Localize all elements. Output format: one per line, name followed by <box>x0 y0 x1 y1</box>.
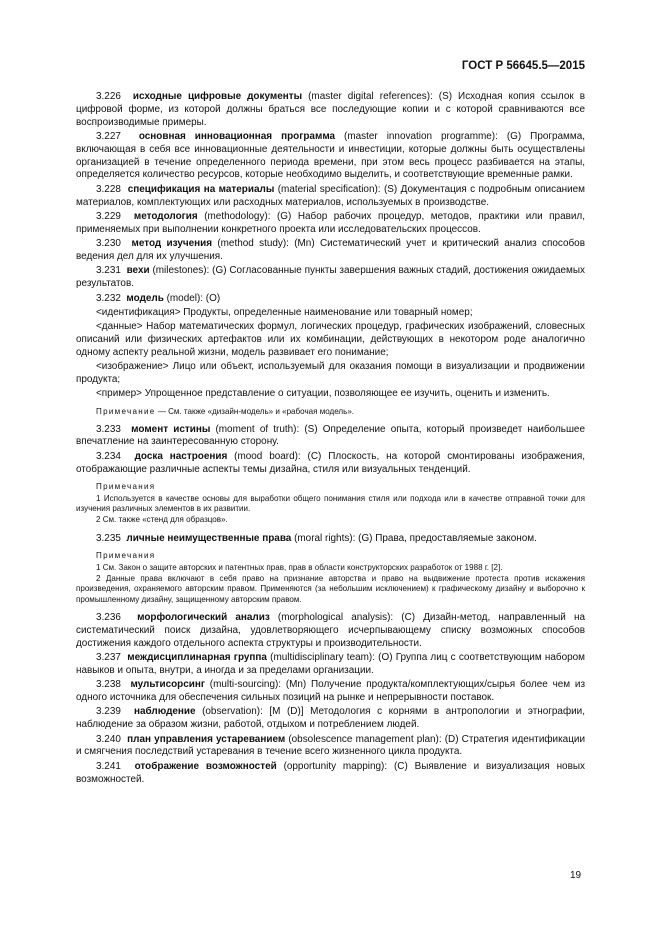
entry-3-232: 3.232 модель (model): (O) <box>96 292 221 304</box>
term: личные неимущественные права <box>126 532 292 544</box>
document-body <box>76 91 585 788</box>
entry-3-231: 3.231 вехи (milestones): (G) Согласованные пункты завершения важных стадий, достижения ожидаемых результатов. <box>76 265 585 290</box>
entry-3-237: 3.237 междисциплинарная группа (multidisciplinary team): (O) Группа лиц с соответствующим набором навыков и опыта, внутри, а иногда и за пределами организации. <box>76 652 586 676</box>
entry-3-235: 3.235 личные неимущественные права (moral rights): (G) Права, предоставляемые законом. <box>96 532 537 544</box>
note-item: 2 Данные права включают в себя право на признание авторства и право на выдвижение протеста против искажения произведения, охраняемого авторским правом. Применяются (за небольшим исключением) к графическому дизайну и выборочно к промышленному дизайну, защищенному авторским правом. <box>76 573 585 604</box>
term: метод изучения <box>131 238 213 250</box>
term: методология <box>133 210 198 222</box>
page-number: 19 <box>570 870 582 881</box>
note-item: 2 См. также «стенд для образцов». <box>96 515 228 525</box>
entry-3-230: 3.230 метод изучения (method study): (Mn) Систематический учет и критический анализ способов ведения дел для их улучшения. <box>76 238 585 262</box>
term: морфологический анализ <box>137 612 270 624</box>
model-item-data: <данные> Набор математических формул, логических процедур, графических изображений, словесных описаний или физических артефактов или их комбинации, действующих в некотором роде аналогично одному аспекту реальной жизни, модель развивает его понимание; <box>76 321 585 358</box>
term: основная инновационная программа <box>138 130 336 142</box>
notes-3-234 <box>76 482 585 525</box>
term: спецификация на материалы <box>127 183 275 195</box>
term: отображение возможностей <box>134 760 277 772</box>
entry-3-239: 3.239 наблюдение (observation): [M (D)] Методология с корнями в антропологии и этнографии, наблюдение за образом жизни, работой, отдыхом и потреблением людей. <box>76 706 585 731</box>
model-item-identification: <идентификация> Продукты, определенные наименование или товарный номер; <box>96 306 473 318</box>
note-3-232: Примечание — См. также «дизайн-модель» и «рабочая модель». <box>96 407 355 417</box>
note-item: 1 Используется в качестве основы для выработки общего понимания стиля или подхода или в качестве отправной точки для изучения различных элементов в их развитии. <box>76 493 585 514</box>
entry-3-226: 3.226 исходные цифровые документы (master digital references): (S) Исходная копия ссылок в цифровой форме, из которой должны браться все последующие копии и с которой сравниваются все воспроизводимые примеры. <box>76 91 585 128</box>
notes-heading: Примечания <box>96 551 156 561</box>
term: междисциплинарная группа <box>127 652 267 664</box>
entry-3-228: 3.228 спецификация на материалы (material specification): (S) Документация с подробным описанием материалов, комплектующих или расходных материалов, используемых в производстве. <box>76 183 585 208</box>
entry-3-229: 3.229 методология (methodology): (G) Набор рабочих процедур, методов, практики или правил, применяемых при выполнении конкретного проекта или исследовательских процессов. <box>76 210 585 235</box>
model-item-example: <пример> Упрощенное представление о ситуации, позволяющее ее изучить, оценить и изменить. <box>96 388 550 400</box>
entry-3-234: 3.234 доска настроения (mood board): (C) Плоскость, на которой смонтированы изображения, отображающие различные аспекты темы дизайна, стиля или визуальных тенденций. <box>76 450 585 475</box>
document-code-header: ГОСТ Р 56645.5—2015 <box>461 60 585 72</box>
term: вехи <box>126 265 150 277</box>
note-item: 1 См. Закон о защите авторских и патентных прав, прав в области конструкторских разработок от 1988 г. [2]. <box>96 562 503 572</box>
term: план управления устареванием <box>127 733 286 745</box>
term: исходные цифровые документы <box>132 91 303 102</box>
term: момент истины <box>131 423 211 435</box>
entry-3-241: 3.241 отображение возможностей (opportunity mapping): (C) Выявление и визуализация новых возможностей. <box>76 760 585 785</box>
entry-3-240: 3.240 план управления устареванием (obsolescence management plan): (D) Стратегия идентификации и смягчения последствий устаревания в течение всего жизненного цикла продукта. <box>76 733 585 758</box>
model-item-image: <изображение> Лицо или объект, используемый для оказания помощи в визуализации и продвижении продукта; <box>76 361 585 386</box>
entry-3-238: 3.238 мультисорсинг (multi-sourcing): (Mn) Получение продукта/комплектующих/сырья более чем из одного источника для обеспечения сильных позиций на рынке и непрерывности поставок. <box>76 679 585 704</box>
notes-heading: Примечания <box>96 482 156 492</box>
entry-3-236: 3.236 морфологический анализ (morphological analysis): (C) Дизайн-метод, направленный на систематический поиск дизайна, удовлетворяющего исчерпывающему списку возможных способов достижения каждого отдельного аспекта структуры и производительности. <box>76 612 585 649</box>
term: мультисорсинг <box>130 679 206 691</box>
notes-3-235 <box>76 551 585 605</box>
term: наблюдение <box>133 706 196 718</box>
entry-3-233: 3.233 момент истины (moment of truth): (S) Определение опыта, который произведет наибольшее впечатление на заинтересованную сторону. <box>76 423 585 448</box>
term: доска настроения <box>134 450 228 462</box>
entry-3-227: 3.227 основная инновационная программа (master innovation programme): (G) Программа, включающая в себя все инновационные деятельности и инвестиции, которые должны быть осуществлены организацией в течение определенного периода времени, при этом весь процесс разбивается на этапы, определяется количество ресурсов, которые необходимо выделить, и соответствующие временные рамки. <box>76 130 585 181</box>
term: модель <box>126 292 164 304</box>
